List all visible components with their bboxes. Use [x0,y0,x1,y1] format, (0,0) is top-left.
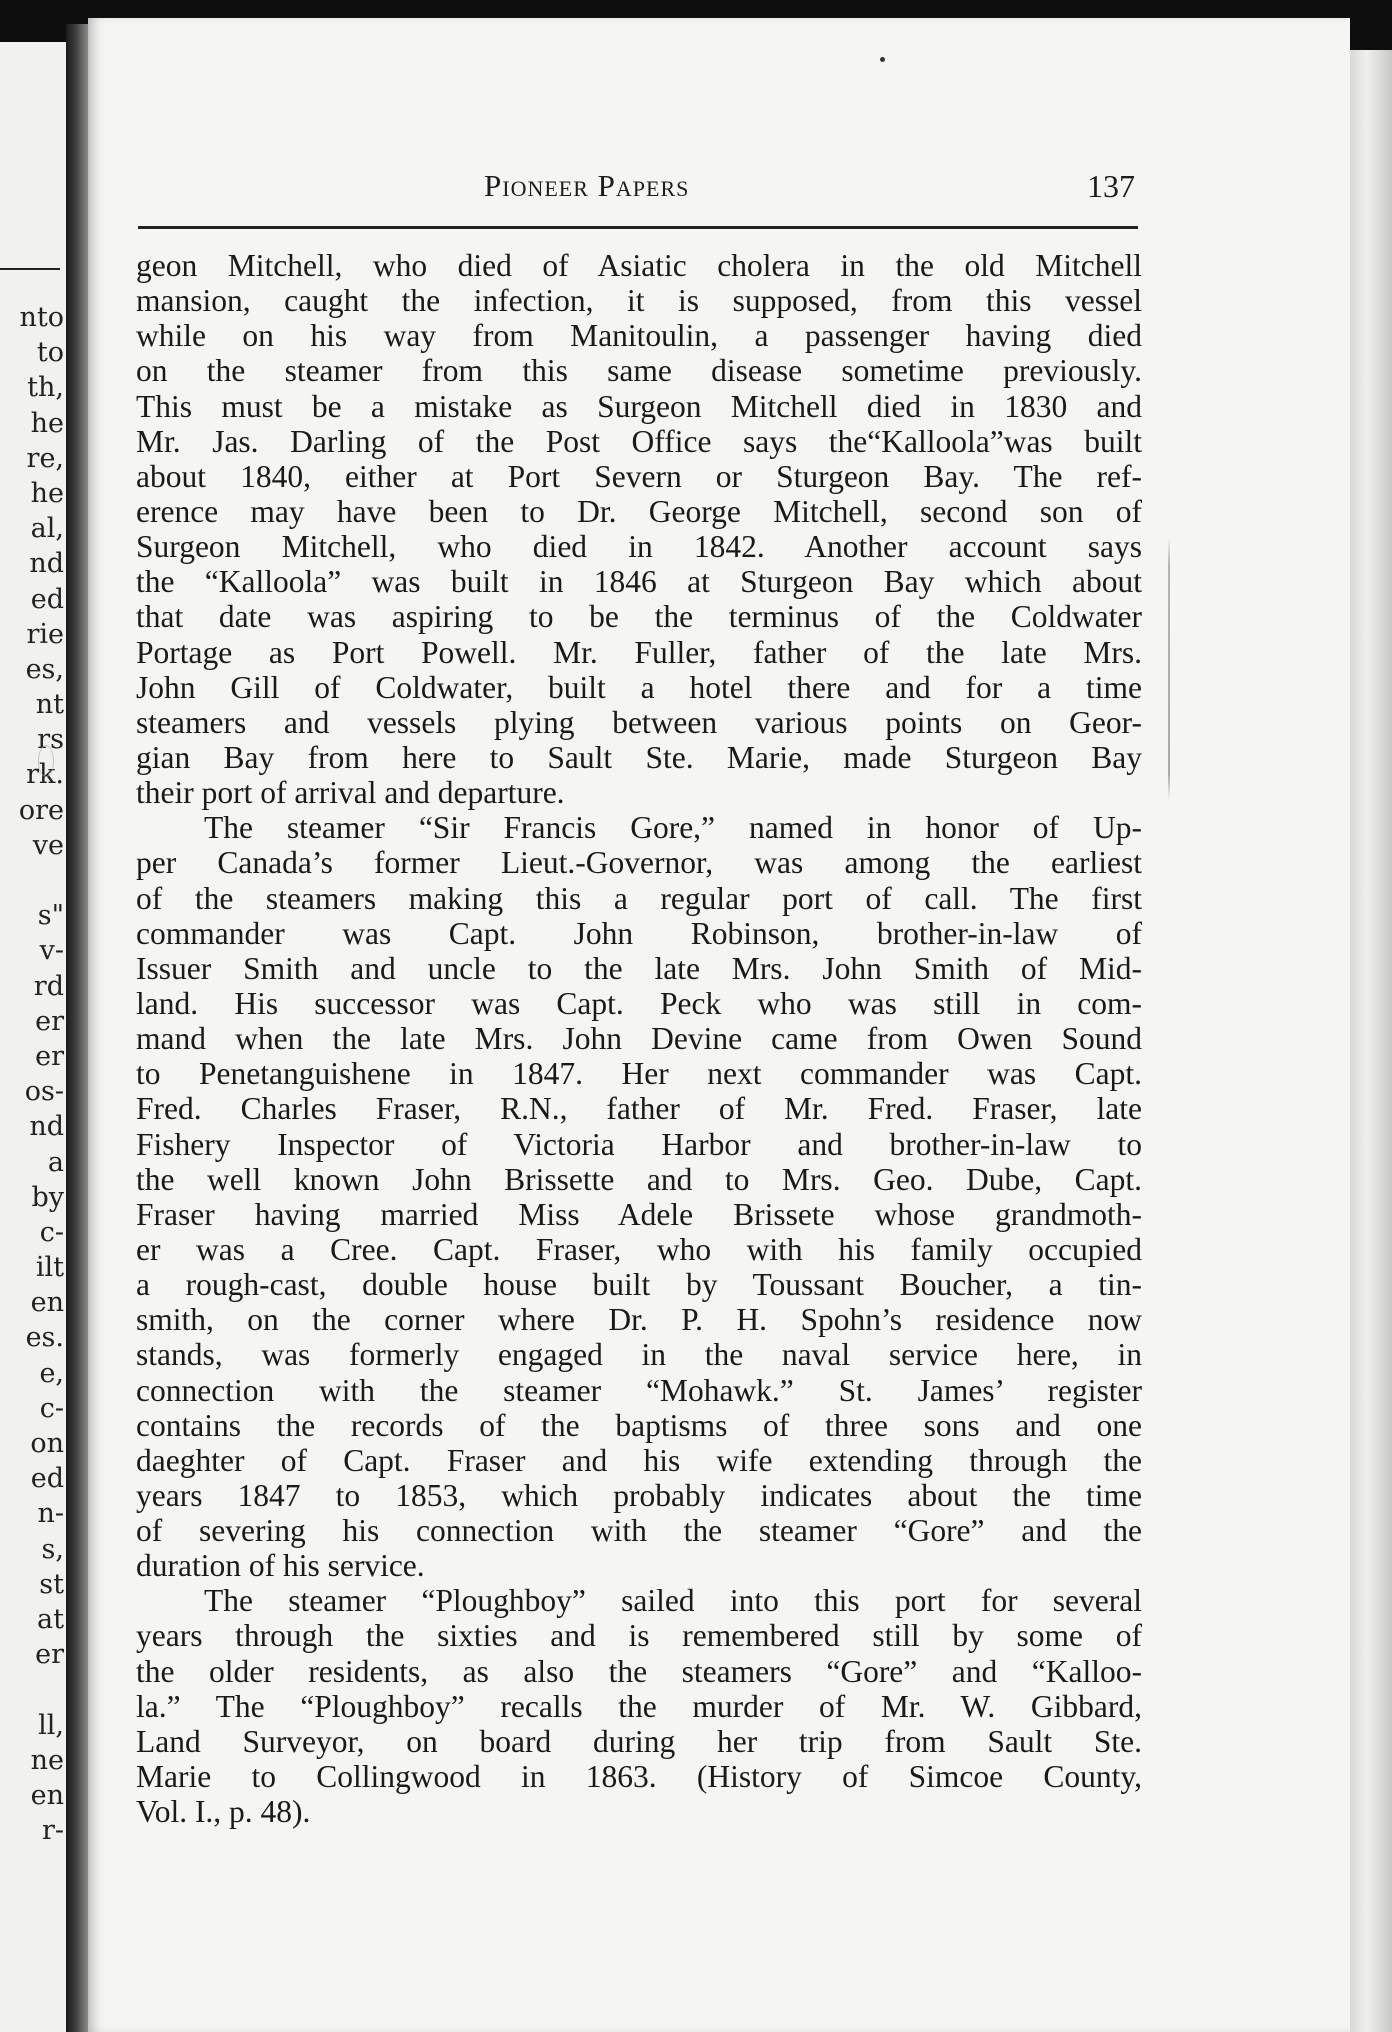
left-page-line: c- [39,1216,64,1248]
left-page-line: nd [29,1111,64,1143]
text-line: Land Surveyor, on board during her trip from Sault Ste. [136,1723,1142,1759]
text-line: mand when the late Mrs. John Devine came from Owen Sound [136,1021,1142,1057]
left-page-line: ilt [35,1252,64,1284]
left-page-line [0,863,64,898]
text-line: the older residents, as also the steamers “Gore” and “Kalloo- [136,1653,1142,1689]
text-line: that date was aspiring to be the terminus of the Coldwater [136,599,1142,635]
left-page-line: nto [19,302,64,333]
text-line: erence may have been to Dr. George Mitchell, second son of [136,493,1142,529]
left-page-line: n- [37,1498,64,1530]
text-line: The steamer “Sir Francis Gore,” named in honor of Up- [204,810,1142,846]
running-head: Pioneer Papers [484,168,690,203]
page-edge [1350,50,1392,2032]
left-page-line: ve [32,829,64,861]
text-line: commander was Capt. John Robinson, brother-in-law of [136,915,1142,951]
text-line: stands, was formerly engaged in the naval service here, in [136,1337,1142,1373]
left-page-line: en [30,1779,64,1811]
left-page-line: to [36,337,64,369]
text-line: their port of arrival and departure. [136,775,565,811]
left-page-line: e, [39,1357,64,1389]
left-page-line: r- [41,1815,64,1847]
left-page-line: nt [35,689,64,721]
text-line: Mr. Jas. Darling of the Post Office says the“Kalloola”was built [136,423,1142,459]
margin-mark-left [38,745,54,777]
left-page [0,42,66,2032]
text-line: of severing his connection with the steamer “Gore” and the [136,1513,1142,1549]
text-line: Vol. I., p. 48). [136,1794,311,1830]
page-number: 137 [1087,168,1135,204]
left-page-text [0,300,64,1848]
text-line: per Canada’s former Lieut.-Governor, was among the earliest [136,845,1142,881]
left-page-line: by [31,1181,64,1213]
text-line: The steamer “Ploughboy” sailed into this port for several [204,1583,1142,1619]
left-page-line: rd [33,970,64,1002]
text-line: while on his way from Manitoulin, a passenger having died [136,318,1142,354]
text-line: Portage as Port Powell. Mr. Fuller, father of the late Mrs. [136,634,1142,670]
left-page-line: s, [41,1533,64,1565]
text-line: connection with the steamer “Mohawk.” St. James’ register [136,1372,1142,1408]
text-line: Fishery Inspector of Victoria Harbor and brother-in-law to [136,1126,1142,1162]
left-page-line: st [39,1568,64,1600]
text-line: smith, on the corner where Dr. P. H. Spohn’s residence now [136,1302,1142,1338]
left-page-line: er [35,1639,64,1671]
text-line: gian Bay from here to Sault Ste. Marie, made Sturgeon Bay [136,739,1142,775]
text-line: geon Mitchell, who died of Asiatic cholera in the old Mitchell [136,248,1142,283]
text-line: la.” The “Ploughboy” recalls the murder of Mr. W. Gibbard, [136,1688,1142,1724]
text-line: to Penetanguishene in 1847. Her next commander was Capt. [136,1056,1142,1092]
text-line: Marie to Collingwood in 1863. (History of Simcoe County, [136,1759,1142,1795]
text-line: contains the records of the baptisms of three sons and one [136,1407,1142,1443]
left-page-line: v- [39,935,64,967]
left-page-line: er [35,1005,64,1037]
left-page-line: ed [30,583,64,615]
text-line: of the steamers making this a regular port of call. The first [136,880,1142,916]
speck [880,57,885,62]
text-line: Surgeon Mitchell, who died in 1842. Another account says [136,529,1142,565]
text-line: duration of his service. [136,1548,425,1584]
left-page-line: al, [30,513,64,545]
text-line: John Gill of Coldwater, built a hotel there and for a time [136,669,1142,705]
left-page-line: ll, [38,1709,64,1741]
left-page-line: es. [25,1322,64,1354]
text-line: Issuer Smith and uncle to the late Mrs. John Smith of Mid- [136,950,1142,986]
left-page-line: a [47,1146,64,1178]
left-page-line: rs [37,724,64,756]
left-page-line: rie [26,618,64,650]
text-line: about 1840, either at Port Severn or Sturgeon Bay. The ref- [136,458,1142,494]
text-line: Fred. Charles Fraser, R.N., father of Mr. Fred. Fraser, late [136,1091,1142,1127]
book-gutter [66,24,88,2032]
text-line: a rough-cast, double house built by Toussant Boucher, a tin- [136,1267,1142,1303]
left-page-line: nd [29,548,64,580]
left-page-line: os- [24,1076,64,1108]
text-line: Fraser having married Miss Adele Brissete whose grandmoth- [136,1196,1142,1232]
left-page-line: at [37,1603,64,1635]
text-line: steamers and vessels plying between various points on Geor- [136,704,1142,740]
text-line: land. His successor was Capt. Peck who was still in com- [136,985,1142,1021]
left-page-line: th, [27,372,64,404]
text-line: daeghter of Capt. Fraser and his wife extending through the [136,1442,1142,1478]
left-page-line: ore [18,794,64,826]
text-line: er was a Cree. Capt. Fraser, who with his family occupied [136,1231,1142,1267]
left-page-line [0,1672,64,1707]
text-line: This must be a mistake as Surgeon Mitchell died in 1830 and [136,388,1142,424]
text-line: the well known John Brissette and to Mrs. Geo. Dube, Capt. [136,1161,1142,1197]
text-line: years 1847 to 1853, which probably indicates about the time [136,1477,1142,1513]
left-page-line: re, [26,442,64,474]
margin-pencil-mark [1168,538,1170,800]
body-text [136,248,1142,1829]
left-page-line: on [30,1428,64,1459]
text-line: on the steamer from this same disease sometime previously. [136,353,1142,389]
left-page-line: rk. [26,759,64,791]
left-page-rule [0,268,60,270]
left-page-line: es, [25,653,64,685]
left-page-line: er [35,1040,64,1072]
left-page-line: he [30,477,64,509]
left-page-line: en [30,1287,64,1319]
text-line: years through the sixties and is remembered still by some of [136,1618,1142,1654]
left-page-line: c- [39,1392,64,1424]
left-page-line: he [30,407,64,439]
text-line: mansion, caught the infection, it is supposed, from this vessel [136,283,1142,319]
left-page-line: ne [30,1744,64,1776]
header-rule [138,226,1138,229]
left-page-line: ed [30,1463,64,1495]
left-page-line: s" [37,900,64,932]
text-line: the “Kalloola” was built in 1846 at Sturgeon Bay which about [136,564,1142,600]
